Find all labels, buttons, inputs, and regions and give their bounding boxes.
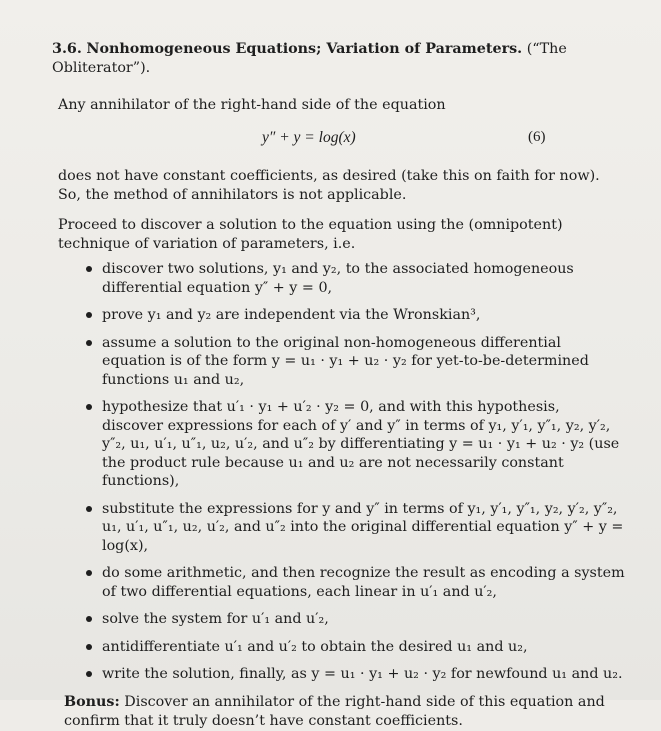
list-item: do some arithmetic, and then recognize the result as encoding a system of two differential equations, each linear in u′₁ and u′₂,	[52, 564, 625, 601]
proceed-paragraph: Proceed to discover a solution to the equation using the (omnipotent) technique of variation of parameters, i.e.	[58, 217, 563, 252]
bullet-icon	[86, 506, 92, 512]
intro-paragraph: Any annihilator of the right-hand side of the equation	[58, 97, 446, 113]
bullet-icon	[86, 644, 92, 650]
steps-list	[52, 260, 625, 684]
bonus-paragraph	[64, 693, 625, 731]
bonus-label: Bonus:	[64, 693, 120, 710]
section-title: Nonhomogeneous Equations; Variation of Parameters.	[86, 41, 523, 57]
bullet-icon	[86, 312, 92, 318]
list-item: assume a solution to the original non-homogeneous differential equation is of the form y = u₁ · y₁ + u₂ · y₂ for yet-to-be-determined functions u₁ and u₂,	[52, 334, 625, 390]
list-item: discover two solutions, y₁ and y₂, to the associated homogeneous differential equation y″ + y = 0,	[52, 260, 625, 297]
list-item: hypothesize that u′₁ · y₁ + u′₂ · y₂ = 0, and with this hypothesis, discover expressions for each of y′ and y″ in terms of y₁, y′₁, y″₁, y₂, y′₂, y″₂, u₁, u′₁, u″₁, u₂, u′₂, and u″₂ by differentiating y = u₁ · y₁ + u₂ · y₂ (use the product rule because u₁ and u₂ are not necessarily constant functions),	[52, 398, 625, 491]
list-item: prove y₁ and y₂ are independent via the Wronskian³,	[52, 306, 625, 325]
bullet-icon	[86, 404, 92, 410]
section-subtitle: (“The Obliterator”).	[52, 41, 567, 76]
list-item: antidifferentiate u′₁ and u′₂ to obtain the desired u₁ and u₂,	[52, 638, 625, 657]
bullet-icon	[86, 266, 92, 272]
section-number: 3.6.	[52, 41, 82, 57]
bullet-icon	[86, 340, 92, 346]
equation-body: y″ + y = log(x)	[262, 129, 356, 146]
bullet-icon	[86, 570, 92, 576]
bullet-icon	[86, 671, 92, 677]
bonus-text: Discover an annihilator of the right-hand side of this equation and confirm that it truly doesn’t have constant coefficients.	[64, 693, 605, 729]
list-item: solve the system for u′₁ and u′₂,	[52, 610, 625, 629]
section-heading	[52, 40, 625, 78]
equation-number: (6)	[528, 129, 546, 145]
bullet-icon	[86, 616, 92, 622]
after-equation-paragraph: does not have constant coefficients, as desired (take this on faith for now). So, the method of annihilators is not applicable.	[58, 168, 600, 203]
list-item: write the solution, finally, as y = u₁ · y₁ + u₂ · y₂ for newfound u₁ and u₂.	[52, 665, 625, 684]
list-item: substitute the expressions for y and y″ in terms of y₁, y′₁, y″₁, y₂, y′₂, y″₂, u₁, u′₁, u″₁, u₂, u′₂, and u″₂ into the original differential equation y″ + y = log(x),	[52, 500, 625, 556]
equation-6	[52, 127, 625, 153]
